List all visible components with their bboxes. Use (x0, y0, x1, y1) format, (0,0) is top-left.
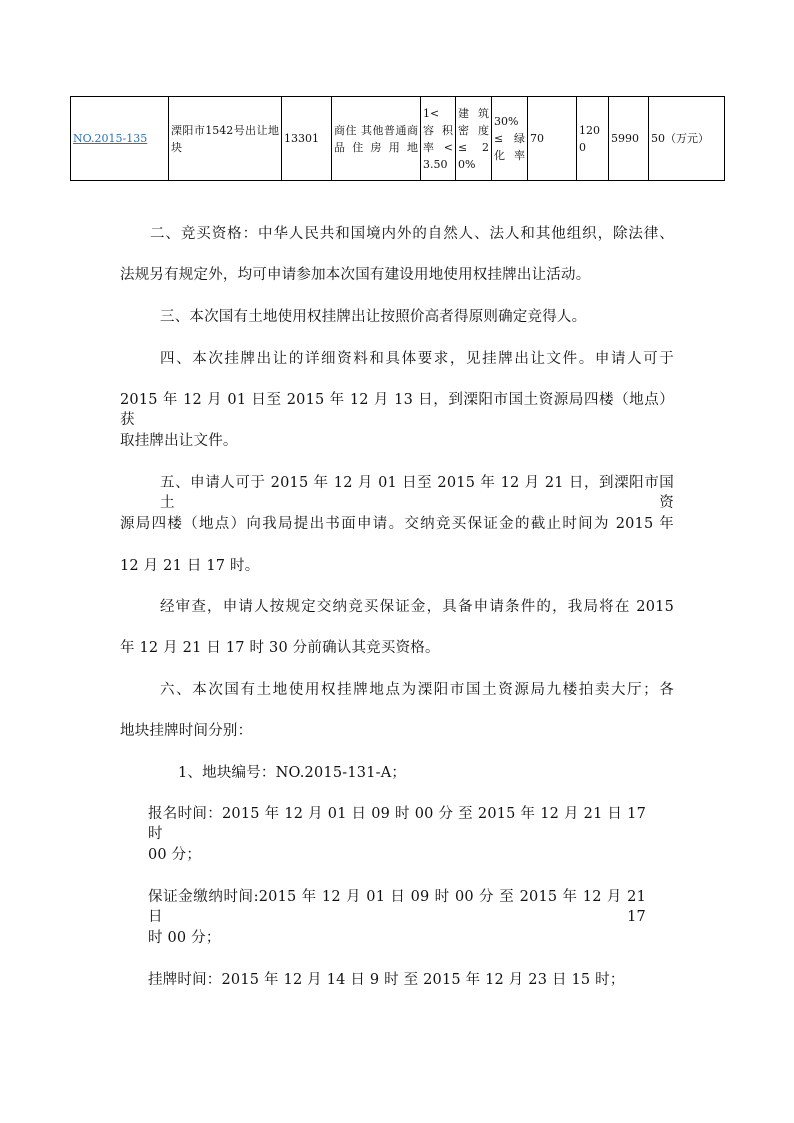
green-ratio-cell: 30% ≤ 绿化率 (492, 97, 528, 181)
paragraph-qualification-line-1: 二、竞买资格：中华人民共和国境内外的自然人、法人和其他组织，除法律、 (150, 226, 674, 242)
paragraph-rule: 三、本次国有土地使用权挂牌出让按照价高者得原则确定竞得人。 (160, 309, 587, 325)
deposit-time-line-2: 时 00 分； (148, 930, 221, 946)
paragraph-application-line-3: 12 月 21 日 17 时。 (120, 558, 260, 574)
paragraph-documents-line-3: 取挂牌出让文件。 (120, 433, 238, 449)
land-plot-table (70, 96, 725, 181)
paragraph-application-line-2: 源局四楼（地点）向我局提出书面申请。交纳竞买保证金的截止时间为 2015 年 (120, 516, 674, 532)
registration-time-line-2: 00 分； (148, 847, 202, 863)
paragraph-qualification-line-2: 法规另有规定外，均可申请参加本次国有建设用地使用权挂牌出让活动。 (120, 267, 591, 283)
paragraph-venue-line-2: 地块挂牌时间分别： (120, 723, 253, 739)
registration-time-line-1: 报名时间：2015 年 12 月 01 日 09 时 00 分 至 2015 年 12 月 21 日 17 时 (148, 806, 646, 842)
deposit-time-line-1: 保证金缴纳时间:2015 年 12 月 01 日 09 时 00 分 至 2015 年 12 月 21 日 17 (148, 889, 646, 925)
bid-increment-cell: 50（万元） (649, 97, 725, 181)
table-row (71, 97, 725, 181)
min-price-cell: 5990 (609, 97, 649, 181)
paragraph-documents-line-1: 四、本次挂牌出让的详细资料和具体要求，见挂牌出让文件。申请人可于 (160, 351, 674, 367)
floor-area-ratio-cell: 1< 容积率 <3.50 (421, 97, 456, 181)
building-density-cell: 建筑密度 ≤ 20% (456, 97, 492, 181)
plot-area-cell: 13301 (282, 97, 332, 181)
plot-location-cell: 溧阳市1542号出让地块 (169, 97, 282, 181)
lease-years-cell: 70 (528, 97, 577, 181)
paragraph-review-line-1: 经审查，申请人按规定交纳竞买保证金，具备申请条件的，我局将在 2015 (160, 599, 674, 615)
plot-item-title: 1、地块编号：NO.2015-131-A； (178, 765, 407, 781)
plot-number-link[interactable]: NO.2015-135 (73, 132, 148, 145)
paragraph-application-line-1: 五、申请人可于 2015 年 12 月 01 日至 2015 年 12 月 21 日，到溧阳市国土资 (160, 475, 674, 511)
plot-number-cell[interactable] (71, 97, 169, 181)
paragraph-venue-line-1: 六、本次国有土地使用权挂牌地点为溧阳市国土资源局九楼拍卖大厅；各 (160, 682, 674, 698)
plot-use-cell: 商住 其他普通商品住房用地 (332, 97, 421, 181)
listing-time-line: 挂牌时间：2015 年 12 月 14 日 9 时 至 2015 年 12 月 23 日 15 时； (148, 972, 625, 988)
paragraph-documents-line-2: 2015 年 12 月 01 日至 2015 年 12 月 13 日，到溧阳市国土资源局四楼（地点）获 (120, 392, 674, 428)
start-price-cell: 1200 (577, 97, 609, 181)
paragraph-review-line-2: 年 12 月 21 日 17 时 30 分前确认其竞买资格。 (120, 640, 440, 656)
